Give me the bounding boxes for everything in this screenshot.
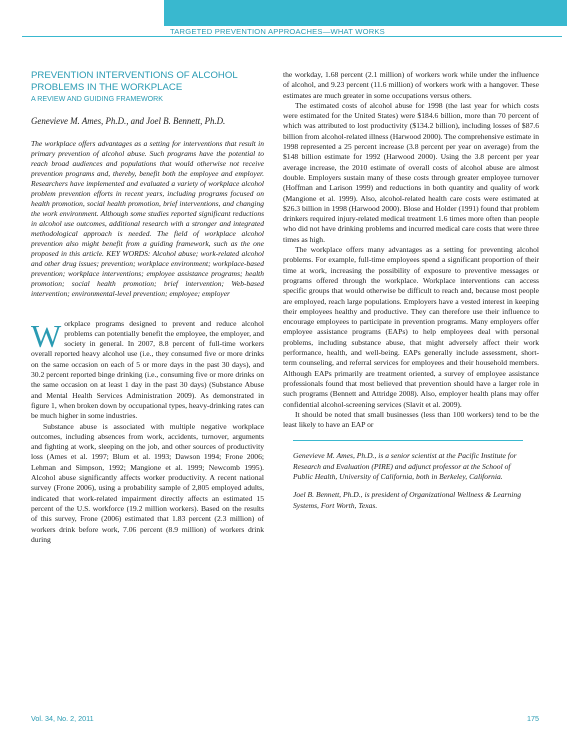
body-left [31, 319, 264, 546]
footer-page-number: 175 [527, 714, 539, 723]
article-subtitle: A REVIEW AND GUIDING FRAMEWORK [31, 95, 164, 103]
paragraph: The workplace offers many advantages as a setting for preventing alcohol problems. For example, full-time employees spend a significant proportion of their time at work, increasing the possibility of exposure to preventive messages or programs offered through the workplace. Workplace interventions can access specific groups that would otherwise be difficult to reach and, because most people are employed, reach large populations. Employers have a vested interest in keeping their employees healthy and productive. They can therefore use their influence to encourage employees to participate in prevention programs. Many employers offer employee assistance programs (EAPs) to help employees deal with personal problems, including substance abuse, that might adversely affect their work performance, health, and well-being. EAPs generally include assessment, short-term counseling, and referral services for employees and their household members. Although EAPs primarily are treatment oriented, a survey of employee assistance professionals found that most believed that prevention should have a larger role in such programs (Bennett and Attridge 2008). Also, employer health plans may offer confidential alcohol-screening services (Slavit et al. 2009). [283, 245, 539, 409]
article-title: PREVENTION INTERVENTIONS OF ALCOHOL PROBLEMS IN THE WORKPLACE [31, 70, 238, 93]
header-color-bar [164, 0, 567, 26]
abstract [31, 139, 264, 299]
paragraph: Substance abuse is associated with multiple negative workplace outcomes, including absences from work, accidents, turnover, arguments and fighting at work, sleeping on the job, and other sources of productivity loss (Ames et al. 1997; Blum et al. 1993; Dawson 1994; Frone 2006; Lehman and Simpson, 1992; Mangione et al. 1999; Newcomb 1995). Alcohol abuse significantly affects worker productivity. A recent national survey (Frone 2006), using a probability sample of 2,805 employed adults, indicated that work-related impairment directly affects an estimated 15 percent of the U.S. workforce (19.2 million workers). Based on the results of this survey, Frone (2006) estimated that 1.83 percent (2.3 million) of workers drink before work, 7.06 percent (8.9 million) of workers drink during [31, 421, 264, 544]
paragraph: The estimated costs of alcohol abuse for 1998 (the last year for which costs were estimated for the United States) were $184.6 billion, more than 70 percent of which was attributed to lost productivity ($134.2 billion), including losses of $87.6 billion from alcohol-related illness (Harwood 2000). The comprehensive estimate in 1998 represented a 25 percent increase (3.8 percent per year on average) from the $148 billion estimate for 1992 (Harwood 2000). Using the 3.8 percent per year average increase, the 2010 estimate of overall costs of alcohol abuse are almost double. Employers sustain many of these costs through greater employee turnover (Hoffman and Larison 1999) and reductions in both quantity and quality of work (Mangione et al. 1999). Also, alcohol-related health care costs were estimated at $26.3 billion in 1998 (Harwood 2000). Blose and Holder (1991) found that problem drinkers required injury-related medical treatment 1.6 times more often than people who did not have drinking problems and incurred medical care costs that were three times as high. [283, 100, 539, 244]
header-rule [22, 36, 562, 37]
abstract-text: The workplace offers advantages as a setting for interventions that result in primary prevention of alcohol abuse. Such programs have the potential to reach broad audiences and populations that would otherwise not receive prevention programs and, thereby, benefit both the employee and employer. Researchers have implemented and evaluated a variety of workplace alcohol problem prevention efforts in recent years, including programs focused on health promotion, social health promotion, brief interventions, and changing the work environment. Although some studies reported significant reductions in alcohol use outcomes, additional research with a stronger and integrated methodological approach is needed. The field of workplace alcohol prevention also might benefit from a guiding framework, such as the one proposed in this article. [31, 138, 264, 258]
author-bio: Genevieve M. Ames, Ph.D., is a senior scientist at the Pacific Institute for Research and Evaluation (PIRE) and adjunct professor at the School of Public Health, University of California, both in Berkeley, California. [293, 451, 517, 481]
section-label: TARGETED PREVENTION APPROACHES—WHAT WORKS [170, 27, 385, 36]
author-bio: Joel B. Bennett, Ph.D., is president of Organizational Wellness & Learning Systems, Fort Worth, Texas. [293, 490, 522, 510]
article-authors: Genevieve M. Ames, Ph.D., and Joel B. Bennett, Ph.D. [31, 116, 226, 127]
left-column [31, 70, 264, 545]
footer-volume: Vol. 34, No. 2, 2011 [31, 714, 94, 723]
drop-cap: W [31, 317, 62, 354]
paragraph: It should be noted that small businesses (less than 100 workers) tend to be the least likely to have an EAP or [283, 409, 539, 430]
paragraph: orkplace programs designed to prevent and reduce alcohol problems can potentially benefit the employee, the employer, and society in general. In 2007, 8.8 percent of full-time workers overall reported heavy alcohol use (i.e., they consumed five or more drinks on the same occasion on each of 5 or more days in the past 30 days), and 30.2 percent reported binge drinking (i.e., consuming five or more drinks on the same occasion on at least 1 day in the past 30 days) (Substance Abuse and Mental Health Services Administration 2009). As demonstrated in figure 1, when broken down by occupational types, heavy-drinking rates can be much higher in some industries. [31, 318, 264, 421]
paragraph: the workday, 1.68 percent (2.1 million) of workers work while under the influence of alcohol, and 9.23 percent (11.6 million) of workers work with a hangover. These estimates are much greater in some occupations versus others. [283, 70, 539, 100]
keywords: KEY WORDS: Alcohol abuse; work-related alcohol and other drug issues; prevention; workplace environment; workplace-based prevention; workplace interventions; employee assistance programs; health promotion; social health promotion; brief intervention; Web-based intervention; environmental-level prevention; employee; employer [31, 248, 265, 298]
right-column [283, 70, 539, 519]
author-bios [293, 440, 523, 510]
